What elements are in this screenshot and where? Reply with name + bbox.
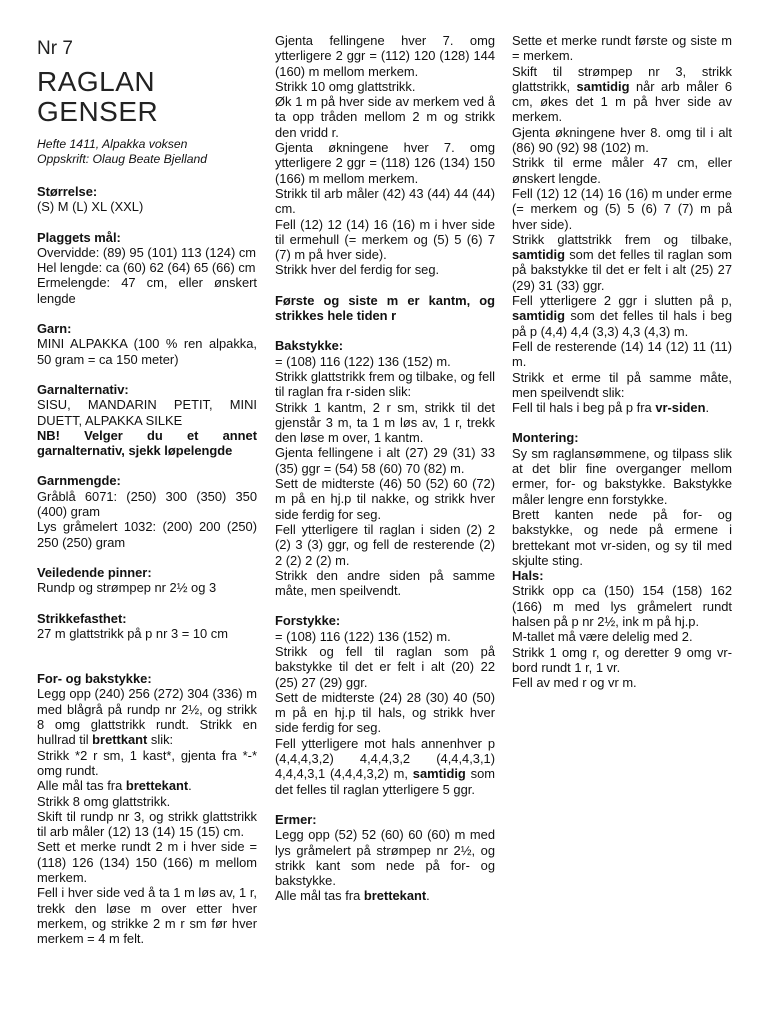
- yarn-value: MINI ALPAKKA (100 % ren alpakka, 50 gram = ca 150 meter): [37, 336, 257, 367]
- yarn-section: [37, 321, 257, 367]
- neck-p4: Fell av med r og vr m.: [512, 675, 637, 691]
- sleeves-p9: [512, 293, 732, 339]
- text: Fell til hals i beg på p fra: [512, 400, 656, 416]
- needles-label: Veiledende pinner:: [37, 564, 152, 580]
- body-p10: Øk 1 m på hver side av merkem ved å ta opp tråden mellom 2 m og strikk den vridd r.: [275, 94, 495, 140]
- needles-value: Rundp og strømpep nr 2½ og 3: [37, 580, 217, 596]
- body-p9: Strikk 10 omg glattstrikk.: [275, 78, 416, 94]
- front-p1: = (108) 116 (122) 136 (152) m.: [275, 628, 451, 644]
- size-label: Størrelse:: [37, 184, 98, 199]
- front-p4: [275, 736, 495, 797]
- back-label: Bakstykke:: [275, 338, 344, 354]
- size-value: (S) M (L) XL (XXL): [37, 199, 144, 215]
- gauge-label: Strikkefasthet:: [37, 610, 127, 626]
- body-p1: [37, 686, 257, 747]
- body-p14: Strikk hver del ferdig for seg.: [275, 262, 440, 278]
- emphasis: samtidig: [512, 308, 566, 324]
- neck-section: [512, 568, 732, 690]
- measures-length: Hel lengde: ca (60) 62 (64) 65 (66) cm: [37, 260, 256, 276]
- emphasis: samtidig: [412, 766, 466, 782]
- assembly-label: Montering:: [512, 430, 579, 446]
- assembly-p1: Sy sm raglansømmene, og tilpass slik at det blir fine overganger mellom ermer, for- og bakstykke. Bakstykke måler lengre enn forstykke.: [512, 445, 732, 507]
- text: Strikk glattstrikk frem og tilbake,: [512, 231, 732, 247]
- column-3: [512, 33, 732, 690]
- back-p3: Strikk 1 kantm, 2 r sm, strikk til det gjenstår 3 m, ta 1 m løs av, 1 r, trekk den løse m over, 1 kantm.: [275, 399, 495, 446]
- text: Alle mål tas fra: [275, 888, 364, 904]
- title-line-2: GENSER: [37, 96, 159, 127]
- gauge-section: [37, 611, 257, 642]
- neck-p3: Strikk 1 omg r, og deretter 9 omg vr-bord rundt 1 r, 1 vr.: [512, 644, 732, 675]
- text: Skift til strømpep nr 3, strikk glattstrikk,: [512, 63, 732, 94]
- measures-sleeve: Ermelengde: 47 cm, eller ønskert lengde: [37, 275, 257, 306]
- yarn-amount-label: Garnmengde:: [37, 473, 121, 489]
- author: Oppskrift: Olaug Beate Bjelland: [37, 151, 208, 166]
- body-p6: Sett et merke rundt 2 m i hver side = (118) 126 (134) 150 (166) m mellom merkem.: [37, 839, 257, 885]
- body-p13: Fell (12) 12 (14) 16 (16) m i hver side til ermehull (= merkem og (5) 5 (6) 7 (7) m på hver side).: [275, 216, 495, 263]
- sleeves-p8: [512, 232, 732, 293]
- body-section: [37, 671, 257, 946]
- sleeves-p3: Sette et merke rundt første og siste m = merkem.: [512, 33, 732, 64]
- yarn-alt-label: Garnalternativ:: [37, 381, 129, 397]
- measures-label: Plaggets mål:: [37, 229, 121, 245]
- body-p7: Fell i hver side ved å ta 1 m løs av, 1 r, trekk den løse m over etter hver merkem, og strikke 2 m r sm før hver merkem = 4 m felt.: [37, 885, 257, 947]
- emphasis: brettkant: [92, 732, 148, 748]
- assembly-section: [512, 430, 732, 568]
- needles-section: [37, 565, 257, 596]
- edge-note: Første og siste m er kantm, og strikkes hele tiden r: [275, 292, 495, 324]
- front-p2: Strikk og fell til raglan som på bakstykke til det er felt i alt (20) 22 (25) 27 (29) ggr.: [275, 643, 495, 690]
- back-p7: Strikk den andre siden på samme måte, men speilvendt.: [275, 567, 495, 599]
- gauge-value: 27 m glattstrikk på p nr 3 = 10 cm: [37, 625, 228, 641]
- back-p2: Strikk glattstrikk frem og tilbake, og fell til raglan fra r-siden slik:: [275, 368, 495, 400]
- size-section: [37, 184, 257, 215]
- yarn-amount-1: Gråblå 6071: (250) 300 (350) 350 (400) gram: [37, 488, 257, 520]
- text: som det felles til raglan ytterligere 5 ggr.: [275, 766, 495, 797]
- text: .: [426, 888, 430, 904]
- sleeves-p4: [512, 64, 732, 125]
- text: Alle mål tas fra: [37, 778, 126, 794]
- sleeves-p1: Legg opp (52) 52 (60) 60 (60) m med lys gråmelert på strømpep nr 2½, og strikk kant som nede på for- og bakstykke.: [275, 827, 495, 889]
- body-p4: Strikk 8 omg glattstrikk.: [37, 793, 171, 809]
- text: når arb måler 6 cm, økes det 1 m på hver side av merkem.: [512, 78, 732, 125]
- yarn-alt-value: SISU, MANDARIN PETIT, MINI DUETT, ALPAKKA SILKE: [37, 397, 257, 428]
- neck-label: Hals:: [512, 568, 544, 584]
- yarn-label: Garn:: [37, 321, 72, 337]
- neck-p2: M-tallet må være delelig med 2.: [512, 629, 693, 645]
- column-2: [275, 33, 495, 904]
- emphasis: samtidig: [576, 78, 630, 94]
- emphasis: vr-siden: [655, 400, 706, 416]
- sleeves-p6: Strikk til erme måler 47 cm, eller ønskert lengde.: [512, 155, 732, 186]
- back-p4: Gjenta fellingene i alt (27) 29 (31) 33 (35) ggr = (54) 58 (60) 70 (82) m.: [275, 445, 495, 476]
- back-p6: Fell ytterligere til raglan i siden (2) 2 (2) 3 (3) ggr, og fell de resterende (2) 2 (2) 2 (2) m.: [275, 521, 495, 568]
- yarn-alt-note: NB! Velger du et annet garnalternativ, sjekk løpelengde: [37, 427, 257, 459]
- column-1: [37, 33, 257, 946]
- measures-section: [37, 230, 257, 306]
- text: slik:: [147, 732, 174, 748]
- text: som det felles til hals i beg på p (4,4) 4,4 (3,3) 4,3 (4,3) m.: [512, 308, 732, 339]
- title-line-1: RAGLAN: [37, 66, 156, 97]
- yarn-amount-2: Lys gråmelert 1032: (200) 200 (250) 250 (250) gram: [37, 519, 257, 550]
- sleeves-section: [275, 812, 495, 904]
- pattern-number: Nr 7: [37, 38, 73, 59]
- sleeves-label: Ermer:: [275, 811, 317, 827]
- body-label: For- og bakstykke:: [37, 671, 152, 687]
- sleeves-p5: Gjenta økningene hver 8. omg til i alt (86) 90 (92) 98 (102) m.: [512, 124, 732, 156]
- back-p5: Sett de midterste (46) 50 (52) 60 (72) m på en hj.p til nakke, og strikk hver side ferdig for seg.: [275, 476, 495, 522]
- yarn-amount-section: [37, 473, 257, 549]
- text: Legg opp (240) 256 (272) 304 (336) m med blågrå på rundp nr 2½, og strikk 8 omg glattstrikk rundt. Strikk en hullrad til: [37, 686, 257, 748]
- pattern-meta: [37, 137, 257, 166]
- sleeves-p2: [275, 888, 495, 903]
- front-section: [275, 613, 495, 797]
- measures-chest: Overvidde: (89) 95 (101) 113 (124) cm: [37, 244, 257, 260]
- yarn-alt-section: [37, 382, 257, 458]
- text: .: [705, 400, 710, 416]
- body-p3: [37, 778, 257, 793]
- body-p12: Strikk til arb måler (42) 43 (44) 44 (44) cm.: [275, 185, 495, 217]
- back-section: [275, 338, 495, 598]
- text: Fell ytterligere 2 ggr i slutten på p,: [512, 293, 732, 309]
- text: som det felles til raglan som på bakstykke til det er felt i alt (25) 27 (29) 31 (33) ggr.: [512, 247, 732, 293]
- text: Fell ytterligere mot hals annenhver p (4,4,4,3,2) 4,4,4,3,2 (4,4,4,3,1) 4,4,4,3,1 (4,4,4,3,2) m,: [275, 735, 495, 782]
- sleeves-p10: Fell de resterende (14) 14 (12) 11 (11) m.: [512, 338, 732, 370]
- back-p1: = (108) 116 (122) 136 (152) m.: [275, 353, 451, 369]
- front-label: Forstykke:: [275, 613, 341, 629]
- emphasis: brettekant: [363, 888, 427, 904]
- text: .: [188, 778, 192, 794]
- body-p8: Gjenta fellingene hver 7. omg ytterligere 2 ggr = (112) 120 (128) 144 (160) m mellom merkem.: [275, 33, 495, 79]
- neck-p1: Strikk opp ca (150) 154 (158) 162 (166) m med lys gråmelert rundt halsen på p nr 2½, ink m på hj.p.: [512, 583, 732, 629]
- body-p5: Skift til rundp nr 3, og strikk glattstrikk til arb måler (12) 13 (14) 15 (15) cm.: [37, 808, 257, 840]
- emphasis: samtidig: [512, 247, 566, 263]
- assembly-p2: Brett kanten nede på for- og bakstykke, og nede på ermene i brettekant mot vr-siden, og sy til med skjulte sting.: [512, 506, 732, 568]
- front-p3: Sett de midterste (24) 28 (30) 40 (50) m på en hj.p til hals, og strikk hver side ferdig for seg.: [275, 689, 495, 736]
- sleeves-p12: [512, 400, 732, 415]
- body-p2: Strikk *2 r sm, 1 kast*, gjenta fra *-* omg rundt.: [37, 747, 257, 778]
- booklet: Hefte 1411, Alpakka voksen: [37, 137, 188, 151]
- sleeves-p7: Fell (12) 12 (14) 16 (16) m under erme (= merkem og (5) 5 (6) 7 (7) m på hver side).: [512, 185, 732, 232]
- emphasis: brettekant: [125, 778, 189, 794]
- pattern-title: [37, 67, 257, 127]
- sleeves-p11: Strikk et erme til på samme måte, men speilvendt slik:: [512, 369, 732, 400]
- body-p11: Gjenta økningene hver 7. omg ytterligere 2 ggr = (118) 126 (134) 150 (166) m mellom merkem.: [275, 140, 495, 186]
